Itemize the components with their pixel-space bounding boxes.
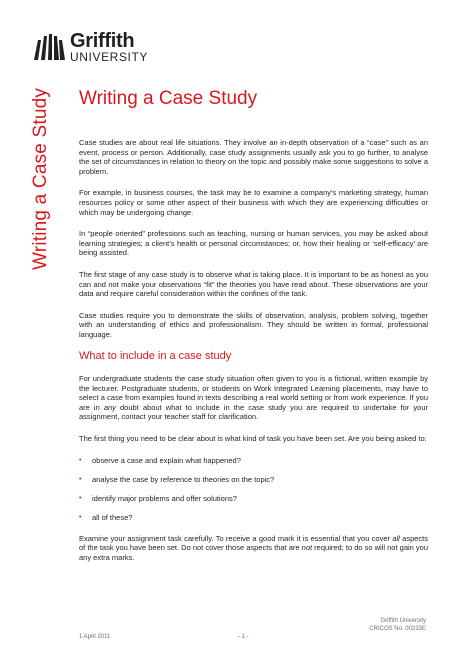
section-heading: What to include in a case study — [79, 349, 232, 362]
paragraph — [79, 374, 428, 422]
list-item-text: identify major problems and offer solutions? — [92, 493, 237, 503]
footer-cricos: CRICOS No. 00233E — [369, 625, 426, 632]
footer-date: 1 April 2011 — [79, 634, 111, 640]
list-item — [79, 513, 428, 523]
text-span: Examine your assignment task carefully. To receive a good mark it is essential that you cover — [79, 533, 393, 543]
paragraph: Case studies are about real life situations. They involve an in-depth observation of a “case” such as an event, process or person. Additionally, case study assignments usually ask you to go further, to analyse the set of circumstances in relation to theory on the topic and possibly make some suggestions to solve a problem. — [79, 138, 428, 176]
bullet-list — [79, 456, 428, 523]
list-item-text: observe a case and explain what happened? — [92, 455, 241, 465]
page-title: Writing a Case Study — [79, 88, 258, 109]
footer-page-number: - 1 - — [238, 634, 249, 640]
logo-wordmark: Griffith — [70, 30, 135, 52]
logo-university: UNIVERSITY — [70, 50, 149, 64]
paragraph: Case studies require you to demonstrate the skills of observation, analysis, problem solving, together with an understanding of ethics and professionalism. They should be written in formal, professional language. — [79, 310, 428, 339]
side-title: Writing a Case Study — [30, 87, 51, 270]
emphasis: all — [392, 533, 400, 543]
paragraph: The first thing you need to be clear about is what kind of task you have been set. Are you being asked to: — [79, 434, 427, 444]
list-item-text: all of these? — [92, 512, 133, 522]
text-span: doubt about what to include in the case study you are required to undertake for your assignment, contact your teacher staff for clarification. — [79, 402, 428, 422]
bullet-icon: • — [79, 456, 82, 464]
list-item — [79, 475, 428, 485]
emphasis: any — [103, 402, 116, 412]
list-item — [79, 494, 428, 504]
griffith-logo-icon — [32, 32, 66, 62]
text-span: required; to do so will not gain you any extra marks. — [79, 543, 429, 562]
footer-org-name: Griffith University — [380, 618, 426, 624]
footer-org — [369, 618, 426, 633]
list-item — [79, 456, 428, 466]
bullet-icon: • — [79, 513, 82, 521]
bullet-icon: • — [79, 494, 82, 502]
document-body — [79, 138, 428, 574]
paragraph — [79, 534, 428, 563]
emphasis: not — [301, 543, 313, 553]
text-span: aspects of the task you have been set. Do not cover those aspects that are — [79, 533, 428, 553]
bullet-icon: • — [79, 475, 82, 483]
text-span: For undergraduate students the case study situation often given to you is a fictional, written example by the lecturer. Postgraduate students, or students on Work Integrated Learning placements, may have to select a case from examples found in texts describing a real world setting or from work experience. If you are in — [79, 374, 428, 412]
list-item-text: analyse the case by reference to theories on the topic? — [92, 474, 275, 484]
paragraph: The first stage of any case study is to observe what is taking place. It is important to be as honest as you can and not make your observations “fit” the theories you have read about. These observations are your data and require careful consideration within the confines of the task. — [79, 269, 428, 299]
griffith-logo — [32, 30, 162, 70]
paragraph: In “people oriented” professions such as teaching, nursing or human services, you may be asked about learning strategies; a client’s health or personal circumstances; or, how their healing or ‘self-efficacy’ are being assisted. — [79, 229, 428, 258]
paragraph: For example, in business courses, the task may be to examine a company’s marketing strategy, human resources policy or some other aspect of their business with which they are experiencing difficulties or which may be undergoing change. — [79, 188, 428, 217]
